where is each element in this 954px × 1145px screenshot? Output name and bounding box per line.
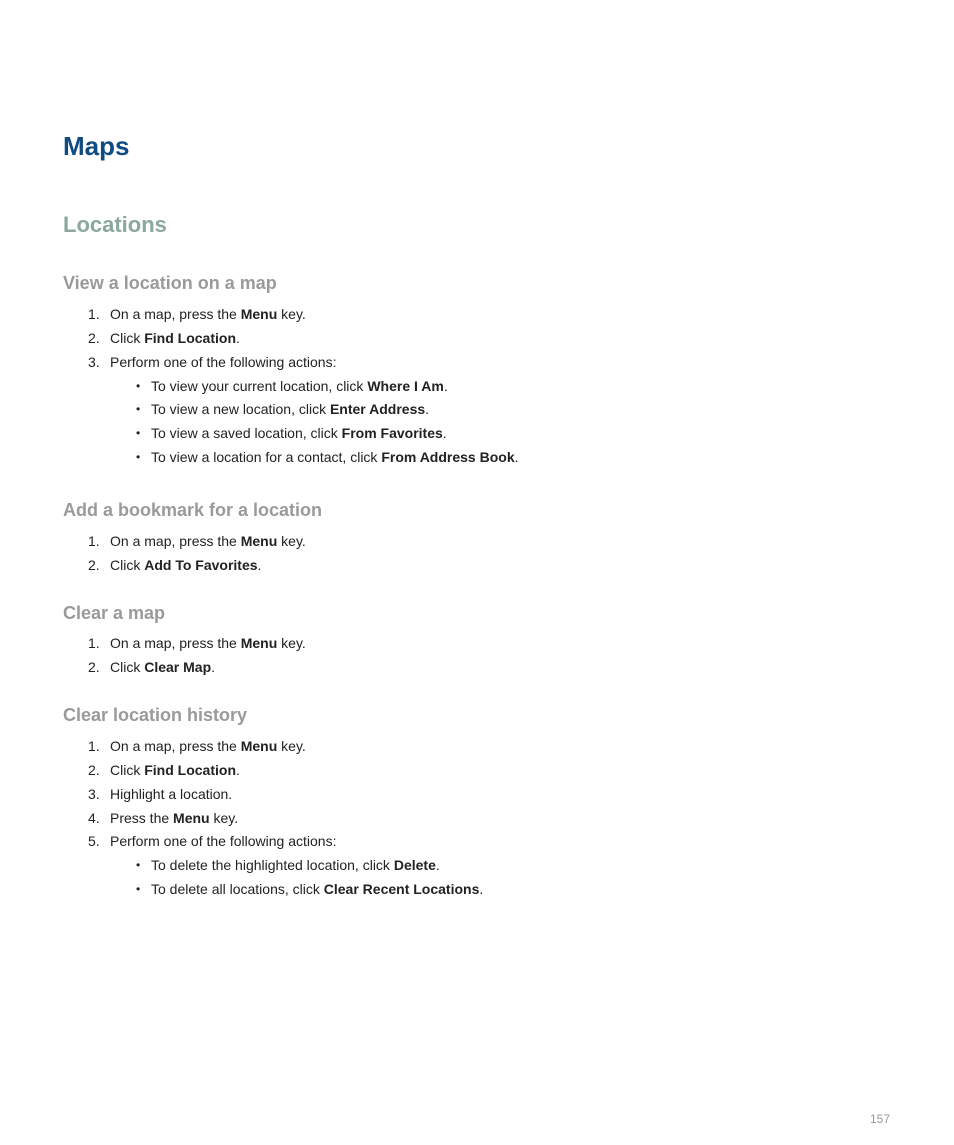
step-number: 4. [88,810,100,826]
ui-term: Enter Address [329,401,426,417]
ui-term: Clear Map [144,659,212,675]
step-text: On a map, press the Menu key. [110,533,306,549]
step-number: 2. [88,330,100,346]
ui-term: Menu [240,533,278,549]
bullet-icon: • [136,450,141,464]
heading-clear-history: Clear location history [63,705,248,725]
heading-view-location: View a location on a map [63,273,277,293]
bullet-icon: • [136,426,141,440]
step-number: 1. [88,738,100,754]
ui-term: Delete [393,857,436,873]
step-text: Click Find Location. [110,762,240,778]
ui-term: Find Location [144,762,236,778]
chapter-title: Maps [63,131,130,161]
heading-clear-map: Clear a map [63,603,166,623]
ui-term: From Favorites [341,425,443,441]
ui-term: Menu [240,306,278,322]
bullet-text: To view a saved location, click From Favorites. [151,425,447,441]
step-number: 2. [88,557,100,573]
step-number: 2. [88,659,100,675]
step-number: 5. [88,833,100,849]
bullet-text: To view a new location, click Enter Address. [151,401,430,417]
bullet-text: To view your current location, click Where I Am. [151,378,448,394]
step-number: 1. [88,306,100,322]
step-number: 2. [88,762,100,778]
ui-term: From Address Book [381,449,515,465]
ui-term: Clear Recent Locations [323,881,480,897]
step-number: 1. [88,635,100,651]
step-number: 3. [88,786,100,802]
bullet-text: To delete all locations, click Clear Recent Locations. [151,881,484,897]
section-title: Locations [63,212,167,237]
ui-term: Menu [240,635,278,651]
step-text: Click Clear Map. [110,659,216,675]
step-text: Highlight a location. [110,786,233,802]
ui-term: Menu [240,738,278,754]
page-number: 157 [870,1112,891,1126]
step-number: 3. [88,354,100,370]
step-text: Click Add To Favorites. [110,557,262,573]
step-text: Press the Menu key. [110,810,239,826]
step-text: On a map, press the Menu key. [110,306,306,322]
heading-add-bookmark: Add a bookmark for a location [63,500,323,520]
step-text: Perform one of the following actions: [110,833,337,849]
bullet-icon: • [136,379,141,393]
step-text: Perform one of the following actions: [110,354,337,370]
bullet-icon: • [136,402,141,416]
bullet-icon: • [136,882,141,896]
bullet-icon: • [136,858,141,872]
ui-term: Find Location [144,330,236,346]
ui-term: Menu [173,810,210,826]
step-text: Click Find Location. [110,330,240,346]
step-text: On a map, press the Menu key. [110,738,306,754]
ui-term: Add To Favorites [144,557,258,573]
step-number: 1. [88,533,100,549]
step-text: On a map, press the Menu key. [110,635,306,651]
bullet-text: To view a location for a contact, click From Address Book. [151,449,519,465]
ui-term: Where I Am [367,378,444,394]
bullet-text: To delete the highlighted location, click Delete. [151,857,440,873]
